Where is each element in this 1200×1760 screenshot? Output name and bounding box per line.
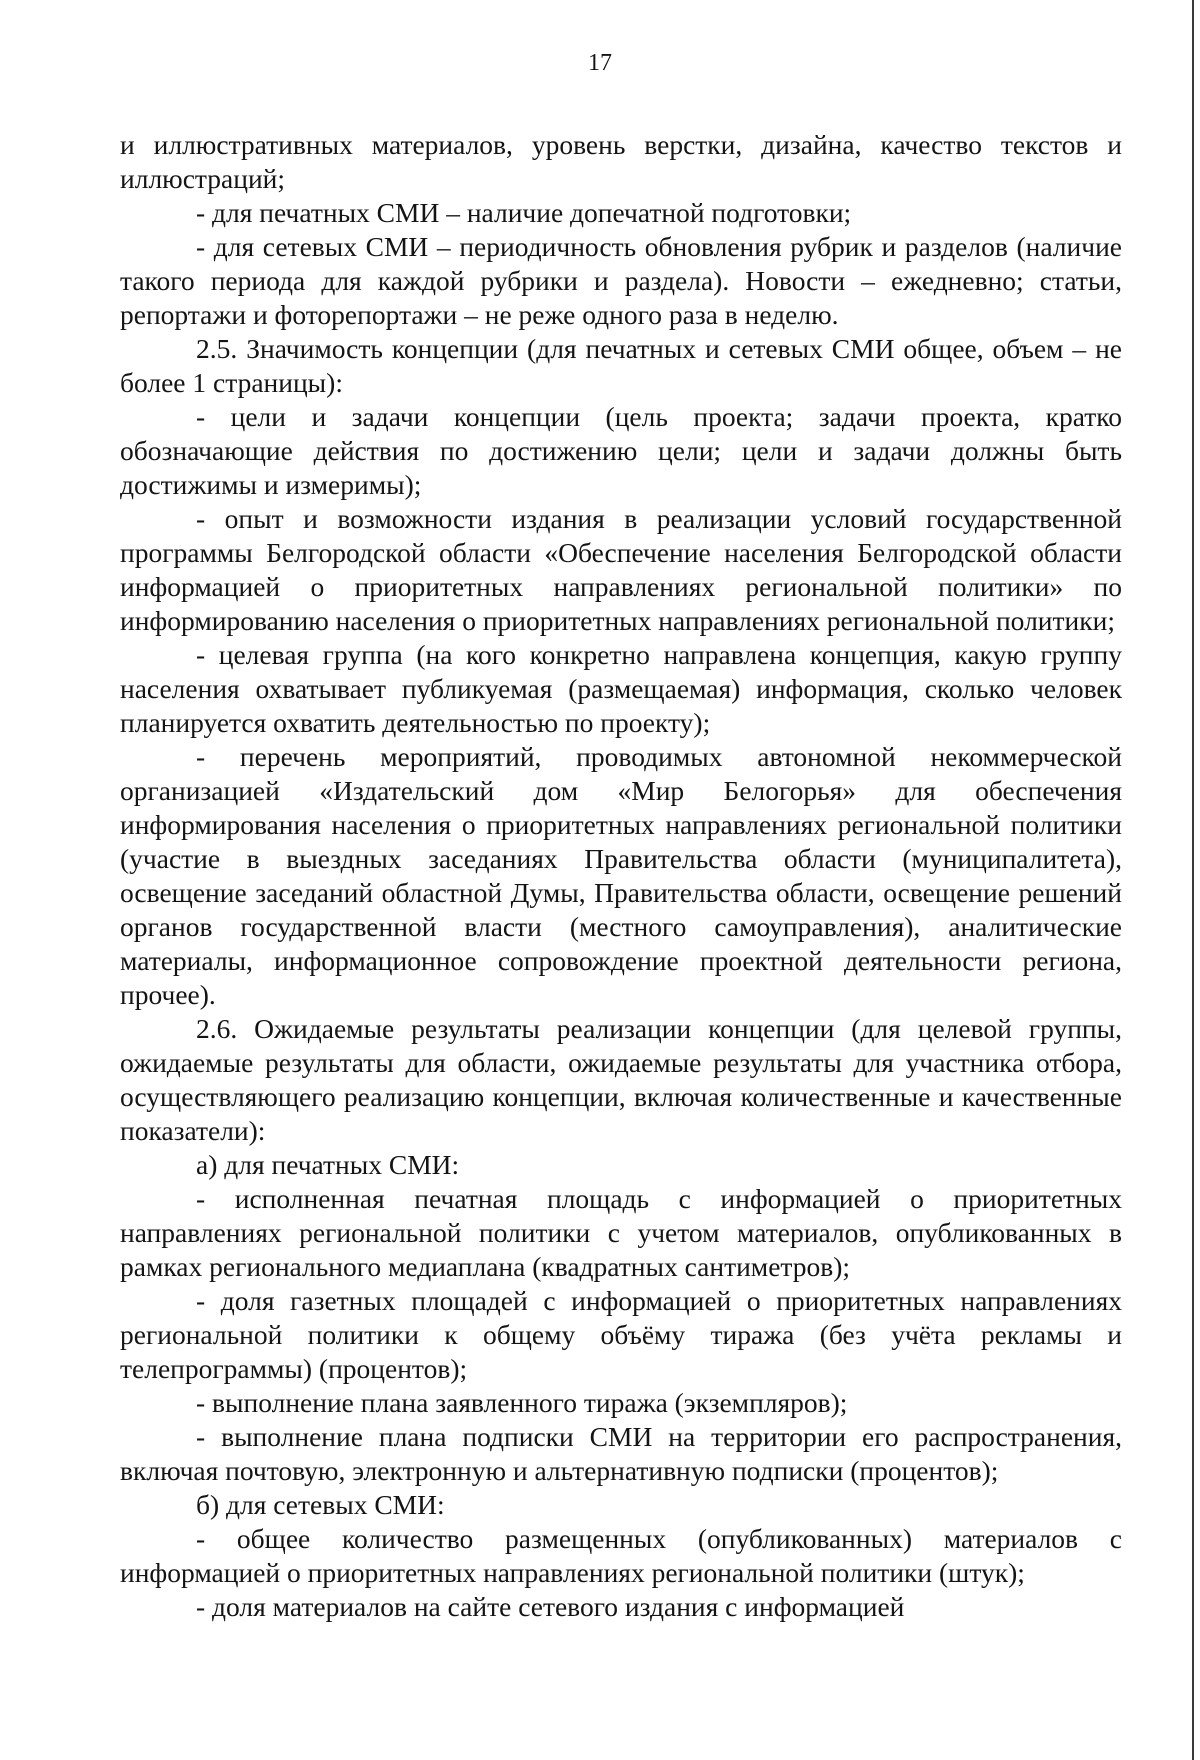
- paragraph-online-media-heading: б) для сетевых СМИ:: [196, 1489, 445, 1520]
- paragraph-activities-list: - перечень мероприятий, проводимых автономной некоммерческой организацией «Издательский дом «Мир Белогорья» для обеспечения информирования населения о приоритетных направлениях региональной политики (участие в выездных заседаниях Правительства области (муниципалитета), освещение заседаний областной Думы, Правительства области, освещение решений органов государственной власти (местного самоуправления), аналитические материалы, информационное сопровождение проектной деятельности региона, прочее).: [120, 741, 1122, 1010]
- paragraph-goals-tasks: - цели и задачи концепции (цель проекта; задачи проекта, кратко обозначающие действия по достижению цели; цели и задачи должны быть достижимы и измеримы);: [120, 401, 1122, 500]
- paragraph-experience: - опыт и возможности издания в реализации условий государственной программы Белгородской области «Обеспечение населения Белгородской области информацией о приоритетных направлениях региональной политики» по информированию населения о приоритетных направлениях региональной политики;: [120, 503, 1122, 636]
- paragraph-circulation-plan: - выполнение плана заявленного тиража (экземпляров);: [196, 1387, 848, 1418]
- scan-edge-line: [1192, 0, 1194, 1760]
- paragraph-print-media-prepress: - для печатных СМИ – наличие допечатной подготовки;: [196, 197, 852, 228]
- paragraph-online-media-updates: - для сетевых СМИ – периодичность обновления рубрик и разделов (наличие такого периода для каждой рубрики и раздела). Новости – ежедневно; статьи, репортажи и фоторепортажи – не реже одного раза в неделю.: [120, 231, 1122, 330]
- paragraph-site-materials-share: - доля материалов на сайте сетевого издания с информацией: [196, 1591, 905, 1622]
- paragraph-continuation: и иллюстративных материалов, уровень верстки, дизайна, качество текстов и иллюстраций;: [120, 129, 1122, 194]
- paragraph-section-2-6: 2.6. Ожидаемые результаты реализации концепции (для целевой группы, ожидаемые результаты для области, ожидаемые результаты для участника отбора, осуществляющего реализацию концепции, включая количественные и качественные показатели):: [120, 1013, 1122, 1146]
- paragraph-subscription-plan: - выполнение плана подписки СМИ на территории его распространения, включая почтовую, электронную и альтернативную подписки (процентов);: [120, 1421, 1122, 1486]
- page-number: 17: [588, 50, 612, 76]
- paragraph-target-group: - целевая группа (на кого конкретно направлена концепция, какую группу населения охватывает публикуемая (размещаемая) информация, сколько человек планируется охватить деятельностью по проекту);: [120, 639, 1122, 738]
- paragraph-published-materials: - общее количество размещенных (опубликованных) материалов с информацией о приоритетных направлениях региональной политики (штук);: [120, 1523, 1122, 1588]
- document-body: [120, 128, 1122, 1624]
- paragraph-newspaper-share: - доля газетных площадей с информацией о приоритетных направлениях региональной политики к общему объёму тиража (без учёта рекламы и телепрограммы) (процентов);: [120, 1285, 1122, 1384]
- paragraph-section-2-5: 2.5. Значимость концепции (для печатных и сетевых СМИ общее, объем – не более 1 страницы):: [120, 333, 1122, 398]
- paragraph-print-media-heading: а) для печатных СМИ:: [196, 1149, 460, 1180]
- paragraph-print-area: - исполненная печатная площадь с информацией о приоритетных направлениях региональной политики с учетом материалов, опубликованных в рамках регионального медиаплана (квадратных сантиметров);: [120, 1183, 1122, 1282]
